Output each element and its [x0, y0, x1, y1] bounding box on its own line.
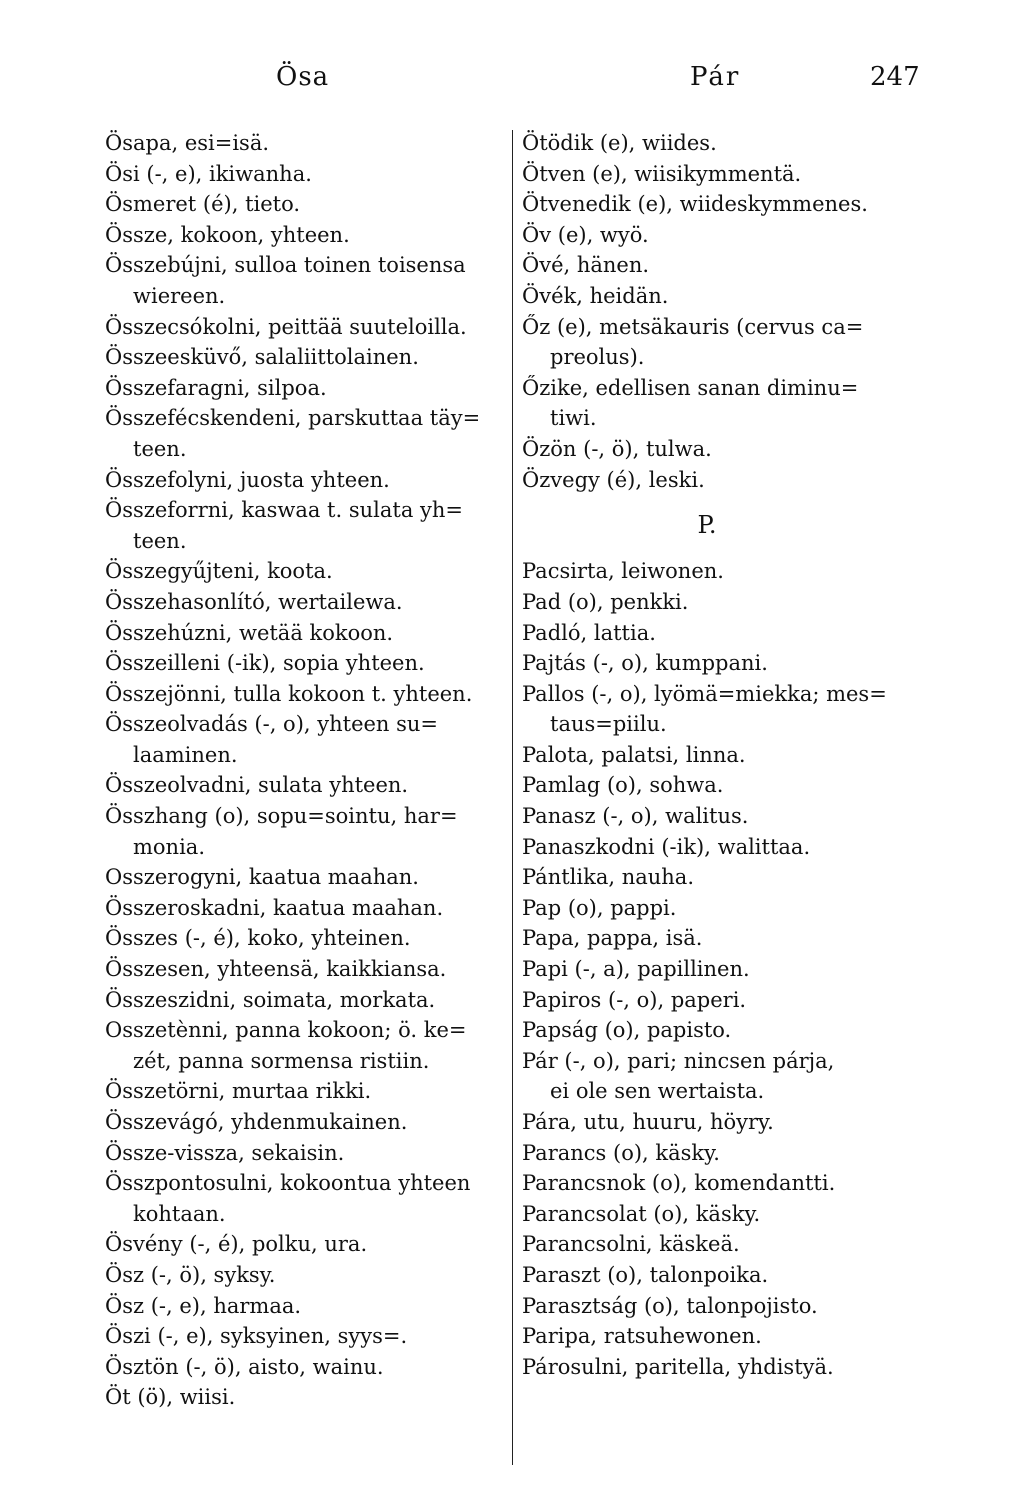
- dictionary-line: Összefaragni, silpoa.: [105, 375, 327, 400]
- dictionary-line: Összefécskendeni, parskuttaa täy=: [105, 406, 481, 431]
- dictionary-line: Pap (o), pappi.: [522, 895, 677, 920]
- dictionary-line: Összeolvadni, sulata yhteen.: [105, 773, 409, 798]
- dictionary-line: Összejönni, tulla kokoon t. yhteen.: [105, 681, 473, 706]
- dictionary-line: Papa, pappa, isä.: [522, 926, 703, 951]
- dictionary-line: Paraszt (o), talonpoika.: [522, 1262, 769, 1287]
- column-divider: [512, 130, 513, 1465]
- dictionary-line: Pacsirta, leiwonen.: [522, 559, 724, 584]
- dictionary-line: Parasztság (o), talonpojisto.: [522, 1293, 818, 1318]
- dictionary-line: Összeforrni, kaswaa t. sulata yh=: [105, 498, 464, 523]
- dictionary-line: Összes (-, é), koko, yhteinen.: [105, 926, 411, 951]
- dictionary-line: Ösmeret (é), tieto.: [105, 192, 301, 217]
- dictionary-line: Öt (ö), wiisi.: [105, 1385, 236, 1410]
- page-header: [0, 62, 1024, 102]
- dictionary-line: ei ole sen wertaista.: [550, 1079, 765, 1104]
- dictionary-line: taus=piilu.: [550, 712, 667, 737]
- dictionary-line: Özön (-, ö), tulwa.: [522, 436, 712, 461]
- dictionary-line: teen.: [133, 528, 187, 553]
- dictionary-line: Összevágó, yhdenmukainen.: [105, 1110, 408, 1134]
- dictionary-line: preolus).: [550, 345, 645, 370]
- dictionary-line: Osszetènni, panna kokoon; ö. ke=: [105, 1018, 467, 1043]
- dictionary-line: Őzike, edellisen sanan diminu=: [522, 375, 859, 400]
- dictionary-line: Ösi (-, e), ikiwanha.: [105, 161, 312, 186]
- dictionary-line: Övék, heidän.: [522, 283, 669, 308]
- dictionary-line: Övé, hänen.: [522, 253, 650, 278]
- section-letter: P.: [697, 511, 717, 540]
- dictionary-line: Ötven (e), wiisikymmentä.: [522, 161, 802, 186]
- dictionary-line: Összetörni, murtaa rikki.: [105, 1079, 372, 1104]
- dictionary-line: Párosulni, paritella, yhdistyä.: [522, 1354, 834, 1379]
- dictionary-line: Papi (-, a), papillinen.: [522, 957, 750, 982]
- right-column-entries-o: [522, 128, 932, 495]
- dictionary-line: Pajtás (-, o), kumppani.: [522, 651, 768, 676]
- dictionary-line: Összeesküvő, salaliittolainen.: [105, 345, 419, 370]
- dictionary-line: Ösztön (-, ö), aisto, wainu.: [105, 1354, 384, 1379]
- dictionary-line: Ösz (-, ö), syksy.: [105, 1262, 276, 1287]
- dictionary-line: Összhang (o), sopu=sointu, har=: [105, 804, 458, 829]
- dictionary-line: Összefolyni, juosta yhteen.: [105, 467, 390, 492]
- left-column: [105, 128, 505, 1413]
- dictionary-line: Összesen, yhteensä, kaikkiansa.: [105, 957, 447, 982]
- dictionary-line: Panasz (-, o), walitus.: [522, 804, 749, 829]
- dictionary-line: Összeszidni, soimata, morkata.: [105, 987, 436, 1012]
- dictionary-line: Papiros (-, o), paperi.: [522, 987, 747, 1012]
- dictionary-line: Ösapa, esi=isä.: [105, 131, 270, 155]
- dictionary-line: Összeolvadás (-, o), yhteen su=: [105, 712, 439, 737]
- dictionary-line: Öv (e), wyö.: [522, 222, 649, 247]
- dictionary-line: Ösz (-, e), harmaa.: [105, 1293, 302, 1318]
- dictionary-line: Özvegy (é), leski.: [522, 467, 705, 492]
- right-column-entries-p: [522, 556, 932, 1382]
- running-head-right: Pár: [690, 62, 741, 92]
- dictionary-line: Pad (o), penkki.: [522, 589, 689, 614]
- dictionary-line: Pára, utu, huuru, höyry.: [522, 1110, 774, 1134]
- dictionary-line: Papság (o), papisto.: [522, 1018, 732, 1043]
- dictionary-line: Pár (-, o), pari; nincsen párja,: [522, 1048, 835, 1073]
- dictionary-line: Összebújni, sulloa toinen toisensa: [105, 253, 466, 278]
- dictionary-line: Összeilleni (-ik), sopia yhteen.: [105, 651, 425, 676]
- running-head-left: Ösa: [276, 62, 330, 92]
- dictionary-line: Parancs (o), käsky.: [522, 1140, 720, 1165]
- dictionary-line: Ötödik (e), wiides.: [522, 131, 717, 155]
- dictionary-line: Össze-vissza, sekaisin.: [105, 1140, 345, 1165]
- dictionary-line: Összehasonlító, wertailewa.: [105, 589, 403, 614]
- right-column: [522, 128, 932, 1382]
- dictionary-line: Összpontosulni, kokoontua yhteen: [105, 1171, 471, 1196]
- dictionary-line: Összeroskadni, kaatua maahan.: [105, 895, 444, 920]
- dictionary-line: Pallos (-, o), lyömä=miekka; mes=: [522, 681, 887, 706]
- dictionary-line: Összecsókolni, peittää suuteloilla.: [105, 314, 467, 339]
- dictionary-line: Összegyűjteni, koota.: [105, 559, 333, 584]
- dictionary-line: kohtaan.: [133, 1201, 226, 1226]
- dictionary-line: Ösvény (-, é), polku, ura.: [105, 1232, 368, 1257]
- dictionary-line: Padló, lattia.: [522, 620, 656, 645]
- dictionary-line: Parancsnok (o), komendantti.: [522, 1171, 836, 1196]
- dictionary-line: Panaszkodni (-ik), walittaa.: [522, 834, 811, 859]
- dictionary-line: Pamlag (o), sohwa.: [522, 773, 724, 798]
- dictionary-line: Pántlika, nauha.: [522, 865, 694, 890]
- dictionary-line: Parancsolat (o), käsky.: [522, 1201, 761, 1226]
- dictionary-line: teen.: [133, 436, 187, 461]
- dictionary-line: zét, panna sormensa ristiin.: [133, 1048, 430, 1073]
- dictionary-line: Parancsolni, käskeä.: [522, 1232, 740, 1257]
- dictionary-line: monia.: [133, 834, 205, 859]
- dictionary-line: wiereen.: [133, 283, 226, 308]
- dictionary-line: Öszi (-, e), syksyinen, syys=.: [105, 1324, 408, 1349]
- dictionary-line: Őz (e), metsäkauris (cervus ca=: [522, 314, 864, 339]
- dictionary-line: Összehúzni, wetää kokoon.: [105, 620, 394, 645]
- dictionary-line: Paripa, ratsuhewonen.: [522, 1324, 762, 1349]
- dictionary-line: Ötvenedik (e), wiideskymmenes.: [522, 192, 868, 217]
- dictionary-line: tiwi.: [550, 406, 597, 431]
- dictionary-line: laaminen.: [133, 742, 238, 767]
- dictionary-line: Palota, palatsi, linna.: [522, 742, 746, 767]
- dictionary-line: Osszerogyni, kaatua maahan.: [105, 865, 419, 890]
- dictionary-line: Össze, kokoon, yhteen.: [105, 222, 350, 247]
- page-number: 247: [870, 62, 920, 92]
